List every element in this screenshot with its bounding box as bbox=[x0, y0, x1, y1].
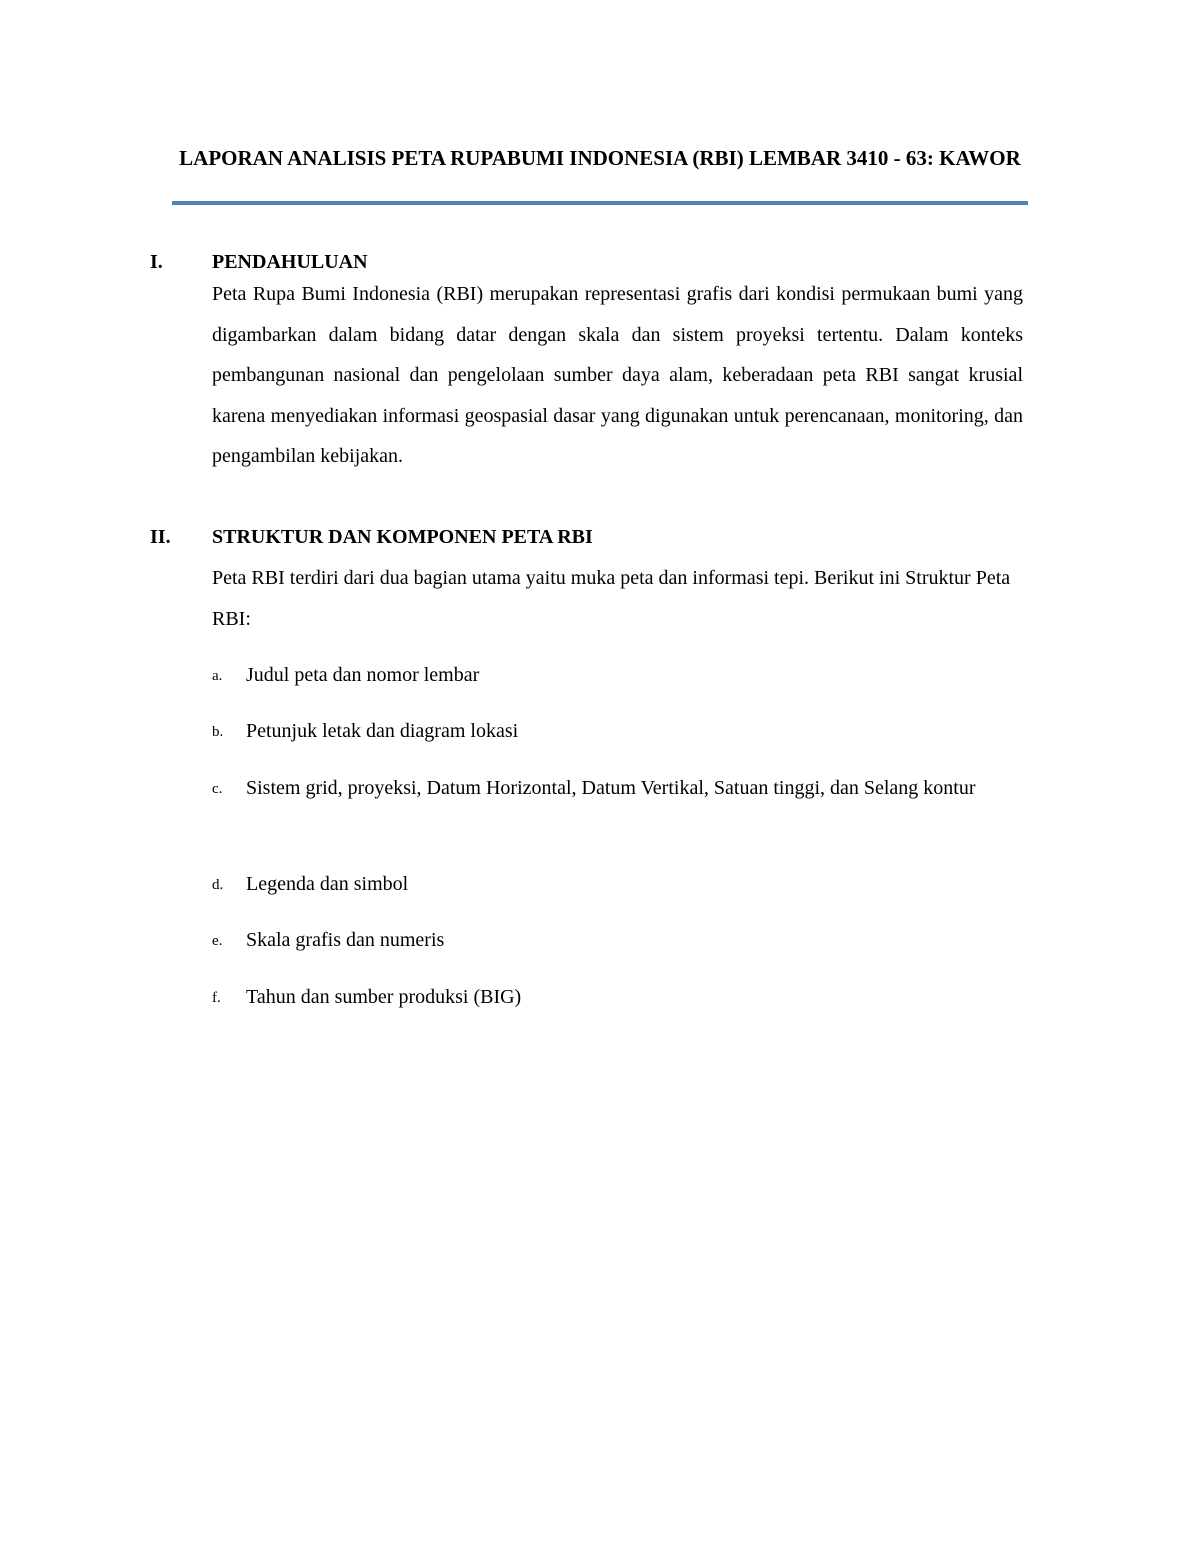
list-marker: d. bbox=[212, 877, 224, 893]
list-marker: c. bbox=[212, 781, 223, 797]
list-marker: b. bbox=[212, 724, 224, 740]
list-item-text: Sistem grid, proyeksi, Datum Horizontal, Datum Vertikal, Satuan tinggi, dan Selang kontur bbox=[246, 777, 976, 799]
list-item bbox=[212, 768, 1023, 808]
section-number: I. bbox=[150, 251, 163, 273]
list-item bbox=[212, 977, 1023, 1017]
list-item-text: Petunjuk letak dan diagram lokasi bbox=[246, 720, 519, 742]
list-item-text: Tahun dan sumber produksi (BIG) bbox=[246, 986, 522, 1008]
list-item bbox=[212, 864, 1023, 904]
title-divider bbox=[172, 201, 1028, 205]
section-title: PENDAHULUAN bbox=[212, 251, 368, 273]
list-marker: f. bbox=[212, 990, 221, 1006]
list-item-text: Skala grafis dan numeris bbox=[246, 929, 445, 951]
list-item-text: Judul peta dan nomor lembar bbox=[246, 664, 480, 686]
list-item bbox=[212, 655, 1023, 695]
list-item bbox=[212, 711, 1023, 751]
section-number: II. bbox=[150, 526, 171, 548]
page-title: LAPORAN ANALISIS PETA RUPABUMI INDONESIA (RBI) LEMBAR 3410 - 63: KAWOR bbox=[179, 146, 1021, 170]
list-item bbox=[212, 920, 1023, 960]
section-title: STRUKTUR DAN KOMPONEN PETA RBI bbox=[212, 526, 593, 548]
list-marker: e. bbox=[212, 933, 223, 949]
list-item-text: Legenda dan simbol bbox=[246, 873, 409, 895]
list-marker: a. bbox=[212, 668, 223, 684]
structure-paragraph: Peta RBI terdiri dari dua bagian utama yaitu muka peta dan informasi tepi. Berikut ini Struktur Peta RBI: bbox=[212, 567, 1011, 630]
intro-paragraph: Peta Rupa Bumi Indonesia (RBI) merupakan representasi grafis dari kondisi permukaan bumi yang digambarkan dalam bidang datar dengan skala dan sistem proyeksi tertentu. Dalam konteks pembangunan nasional dan pengelolaan sumber daya alam, keberadaan peta RBI sangat krusial karena menyediakan informasi geospasial dasar yang digunakan untuk perencanaan, monitoring, dan pengambilan kebijakan. bbox=[212, 283, 1023, 468]
